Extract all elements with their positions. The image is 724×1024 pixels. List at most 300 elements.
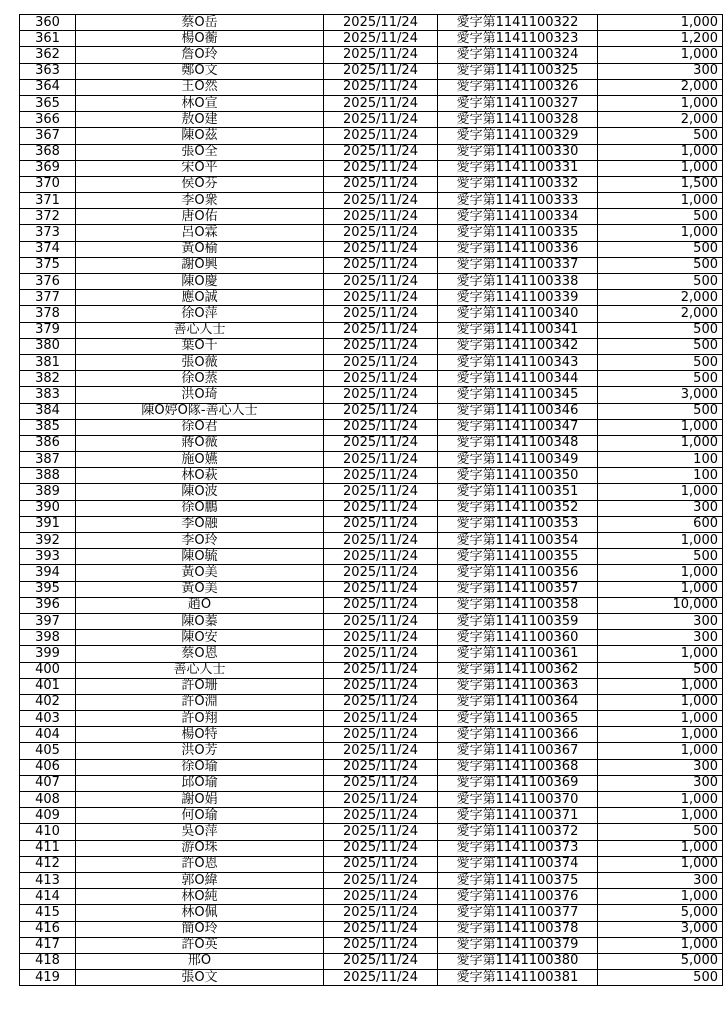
table-row: [20, 921, 723, 937]
donor-name: 許O淵: [76, 694, 324, 710]
donor-name: 游O珠: [76, 840, 324, 856]
row-number: 360: [20, 15, 76, 31]
donation-date: 2025/11/24: [324, 856, 438, 872]
donor-name: 林O宣: [76, 95, 324, 111]
row-number: 388: [20, 468, 76, 484]
row-number: 387: [20, 452, 76, 468]
receipt-number: 愛字第1141100368: [438, 759, 598, 775]
donation-amount: 1,000: [598, 808, 723, 824]
donor-name: 徐O君: [76, 419, 324, 435]
donation-date: 2025/11/24: [324, 905, 438, 921]
row-number: 406: [20, 759, 76, 775]
donor-name: 徐O瑜: [76, 759, 324, 775]
donor-name: 蔣O薇: [76, 435, 324, 451]
row-number: 379: [20, 322, 76, 338]
row-number: 396: [20, 597, 76, 613]
donation-date: 2025/11/24: [324, 371, 438, 387]
donation-amount: 500: [598, 354, 723, 370]
donation-date: 2025/11/24: [324, 889, 438, 905]
row-number: 398: [20, 630, 76, 646]
donor-name: 詹O玲: [76, 47, 324, 63]
donor-name: 唐O佑: [76, 209, 324, 225]
donation-date: 2025/11/24: [324, 921, 438, 937]
donor-name: 陳O蓁: [76, 613, 324, 629]
donation-amount: 1,000: [598, 711, 723, 727]
table-row: [20, 176, 723, 192]
donor-name: 王O然: [76, 79, 324, 95]
row-number: 418: [20, 953, 76, 969]
receipt-number: 愛字第1141100359: [438, 613, 598, 629]
donation-date: 2025/11/24: [324, 95, 438, 111]
receipt-number: 愛字第1141100341: [438, 322, 598, 338]
donation-date: 2025/11/24: [324, 792, 438, 808]
row-number: 384: [20, 403, 76, 419]
donation-date: 2025/11/24: [324, 970, 438, 986]
donation-amount: 1,000: [598, 678, 723, 694]
donor-name: 林O佩: [76, 905, 324, 921]
donation-date: 2025/11/24: [324, 209, 438, 225]
donation-amount: 1,000: [598, 225, 723, 241]
donation-date: 2025/11/24: [324, 500, 438, 516]
receipt-number: 愛字第1141100337: [438, 257, 598, 273]
donation-date: 2025/11/24: [324, 694, 438, 710]
donation-amount: 1,000: [598, 937, 723, 953]
donation-date: 2025/11/24: [324, 306, 438, 322]
receipt-number: 愛字第1141100378: [438, 921, 598, 937]
donation-date: 2025/11/24: [324, 160, 438, 176]
receipt-number: 愛字第1141100354: [438, 533, 598, 549]
receipt-number: 愛字第1141100347: [438, 419, 598, 435]
donation-date: 2025/11/24: [324, 581, 438, 597]
donor-name: 邱O瑜: [76, 775, 324, 791]
donation-amount: 500: [598, 322, 723, 338]
receipt-number: 愛字第1141100358: [438, 597, 598, 613]
donation-date: 2025/11/24: [324, 743, 438, 759]
donation-amount: 1,000: [598, 484, 723, 500]
donor-name: 謝O興: [76, 257, 324, 273]
donation-amount: 500: [598, 274, 723, 290]
table-row: [20, 533, 723, 549]
donation-amount: 1,000: [598, 792, 723, 808]
donation-date: 2025/11/24: [324, 193, 438, 209]
table-row: [20, 403, 723, 419]
donor-name: 林O萩: [76, 468, 324, 484]
receipt-number: 愛字第1141100327: [438, 95, 598, 111]
donation-date: 2025/11/24: [324, 808, 438, 824]
donor-name: 張O薇: [76, 354, 324, 370]
donation-amount: 1,000: [598, 646, 723, 662]
donation-date: 2025/11/24: [324, 79, 438, 95]
donation-amount: 2,000: [598, 112, 723, 128]
donor-name: 林O純: [76, 889, 324, 905]
receipt-number: 愛字第1141100366: [438, 727, 598, 743]
donation-date: 2025/11/24: [324, 241, 438, 257]
receipt-number: 愛字第1141100375: [438, 872, 598, 888]
donation-date: 2025/11/24: [324, 176, 438, 192]
table-row: [20, 193, 723, 209]
receipt-number: 愛字第1141100369: [438, 775, 598, 791]
donation-amount: 10,000: [598, 597, 723, 613]
row-number: 397: [20, 613, 76, 629]
donation-date: 2025/11/24: [324, 549, 438, 565]
table-row: [20, 872, 723, 888]
donor-name: 蔡O岳: [76, 15, 324, 31]
donor-name: 趙O: [76, 597, 324, 613]
table-row: [20, 694, 723, 710]
receipt-number: 愛字第1141100351: [438, 484, 598, 500]
donation-date: 2025/11/24: [324, 516, 438, 532]
donation-date: 2025/11/24: [324, 274, 438, 290]
table-row: [20, 290, 723, 306]
table-row: [20, 970, 723, 986]
receipt-number: 愛字第1141100322: [438, 15, 598, 31]
donation-date: 2025/11/24: [324, 128, 438, 144]
donation-date: 2025/11/24: [324, 419, 438, 435]
donor-name: 侯O芬: [76, 176, 324, 192]
table-row: [20, 419, 723, 435]
donation-date: 2025/11/24: [324, 759, 438, 775]
table-row: [20, 354, 723, 370]
donation-amount: 1,000: [598, 160, 723, 176]
donation-date: 2025/11/24: [324, 597, 438, 613]
row-number: 391: [20, 516, 76, 532]
table-row: [20, 581, 723, 597]
receipt-number: 愛字第1141100355: [438, 549, 598, 565]
receipt-number: 愛字第1141100340: [438, 306, 598, 322]
table-row: [20, 662, 723, 678]
receipt-number: 愛字第1141100338: [438, 274, 598, 290]
donor-name: 李O融: [76, 516, 324, 532]
row-number: 394: [20, 565, 76, 581]
table-row: [20, 306, 723, 322]
donation-amount: 1,200: [598, 31, 723, 47]
donation-date: 2025/11/24: [324, 225, 438, 241]
receipt-number: 愛字第1141100328: [438, 112, 598, 128]
donation-date: 2025/11/24: [324, 678, 438, 694]
row-number: 400: [20, 662, 76, 678]
donor-name: 宋O平: [76, 160, 324, 176]
donor-name: 何O瑜: [76, 808, 324, 824]
row-number: 403: [20, 711, 76, 727]
table-row: [20, 500, 723, 516]
receipt-number: 愛字第1141100379: [438, 937, 598, 953]
donation-amount: 1,000: [598, 144, 723, 160]
donation-amount: 2,000: [598, 79, 723, 95]
row-number: 409: [20, 808, 76, 824]
donation-amount: 300: [598, 759, 723, 775]
table-row: [20, 387, 723, 403]
row-number: 408: [20, 792, 76, 808]
receipt-number: 愛字第1141100325: [438, 63, 598, 79]
donor-name: 許O珊: [76, 678, 324, 694]
table-row: [20, 338, 723, 354]
donation-amount: 1,500: [598, 176, 723, 192]
row-number: 368: [20, 144, 76, 160]
donation-amount: 1,000: [598, 581, 723, 597]
table-row: [20, 613, 723, 629]
donation-amount: 2,000: [598, 306, 723, 322]
donation-amount: 500: [598, 257, 723, 273]
table-row: [20, 79, 723, 95]
receipt-number: 愛字第1141100361: [438, 646, 598, 662]
donation-amount: 500: [598, 371, 723, 387]
table-row: [20, 144, 723, 160]
table-row: [20, 840, 723, 856]
donation-amount: 500: [598, 662, 723, 678]
row-number: 401: [20, 678, 76, 694]
donation-date: 2025/11/24: [324, 31, 438, 47]
receipt-number: 愛字第1141100372: [438, 824, 598, 840]
donation-amount: 1,000: [598, 727, 723, 743]
donation-amount: 500: [598, 403, 723, 419]
receipt-number: 愛字第1141100333: [438, 193, 598, 209]
receipt-number: 愛字第1141100334: [438, 209, 598, 225]
donor-name: 徐O鵬: [76, 500, 324, 516]
donation-amount: 300: [598, 872, 723, 888]
table-row: [20, 112, 723, 128]
row-number: 412: [20, 856, 76, 872]
donor-name: 張O全: [76, 144, 324, 160]
donation-amount: 300: [598, 613, 723, 629]
donor-name: 鄭O文: [76, 63, 324, 79]
receipt-number: 愛字第1141100377: [438, 905, 598, 921]
donor-name: 許O恩: [76, 856, 324, 872]
row-number: 407: [20, 775, 76, 791]
receipt-number: 愛字第1141100332: [438, 176, 598, 192]
row-number: 404: [20, 727, 76, 743]
receipt-number: 愛字第1141100367: [438, 743, 598, 759]
donation-date: 2025/11/24: [324, 354, 438, 370]
table-row: [20, 95, 723, 111]
donation-amount: 100: [598, 468, 723, 484]
table-row: [20, 953, 723, 969]
donation-date: 2025/11/24: [324, 711, 438, 727]
receipt-number: 愛字第1141100374: [438, 856, 598, 872]
donation-amount: 1,000: [598, 856, 723, 872]
donor-name: 黃O榆: [76, 241, 324, 257]
receipt-number: 愛字第1141100324: [438, 47, 598, 63]
table-row: [20, 15, 723, 31]
row-number: 395: [20, 581, 76, 597]
row-number: 372: [20, 209, 76, 225]
row-number: 374: [20, 241, 76, 257]
donor-name: 陳O安: [76, 630, 324, 646]
receipt-number: 愛字第1141100346: [438, 403, 598, 419]
receipt-number: 愛字第1141100364: [438, 694, 598, 710]
donation-date: 2025/11/24: [324, 435, 438, 451]
row-number: 366: [20, 112, 76, 128]
donation-date: 2025/11/24: [324, 953, 438, 969]
donation-amount: 1,000: [598, 419, 723, 435]
donation-date: 2025/11/24: [324, 533, 438, 549]
table-row: [20, 209, 723, 225]
table-row: [20, 31, 723, 47]
receipt-number: 愛字第1141100344: [438, 371, 598, 387]
donor-name: 李O玲: [76, 533, 324, 549]
donation-amount: 1,000: [598, 435, 723, 451]
donation-amount: 500: [598, 824, 723, 840]
donor-name: 呂O霖: [76, 225, 324, 241]
donor-name: 楊O特: [76, 727, 324, 743]
donation-amount: 1,000: [598, 95, 723, 111]
donation-amount: 500: [598, 128, 723, 144]
donation-amount: 3,000: [598, 387, 723, 403]
donor-name: 許O英: [76, 937, 324, 953]
donation-amount: 3,000: [598, 921, 723, 937]
table-row: [20, 274, 723, 290]
donor-name: 敖O建: [76, 112, 324, 128]
table-row: [20, 630, 723, 646]
table-row: [20, 937, 723, 953]
table-row: [20, 597, 723, 613]
row-number: 369: [20, 160, 76, 176]
receipt-number: 愛字第1141100343: [438, 354, 598, 370]
receipt-number: 愛字第1141100350: [438, 468, 598, 484]
donation-amount: 5,000: [598, 905, 723, 921]
donation-amount: 1,000: [598, 743, 723, 759]
table-row: [20, 727, 723, 743]
receipt-number: 愛字第1141100353: [438, 516, 598, 532]
donation-amount: 100: [598, 452, 723, 468]
donor-name: 施O嬿: [76, 452, 324, 468]
donation-amount: 300: [598, 630, 723, 646]
receipt-number: 愛字第1141100360: [438, 630, 598, 646]
receipt-number: 愛字第1141100371: [438, 808, 598, 824]
row-number: 361: [20, 31, 76, 47]
donor-name: 陳O毓: [76, 549, 324, 565]
table-row: [20, 646, 723, 662]
donor-name: 謝O娟: [76, 792, 324, 808]
donation-date: 2025/11/24: [324, 646, 438, 662]
row-number: 367: [20, 128, 76, 144]
table-row: [20, 743, 723, 759]
row-number: 381: [20, 354, 76, 370]
donor-name: 邢O: [76, 953, 324, 969]
row-number: 402: [20, 694, 76, 710]
donation-date: 2025/11/24: [324, 840, 438, 856]
donation-amount: 1,000: [598, 694, 723, 710]
receipt-number: 愛字第1141100357: [438, 581, 598, 597]
table-row: [20, 792, 723, 808]
receipt-number: 愛字第1141100349: [438, 452, 598, 468]
donation-amount: 600: [598, 516, 723, 532]
table-row: [20, 775, 723, 791]
receipt-number: 愛字第1141100380: [438, 953, 598, 969]
receipt-number: 愛字第1141100352: [438, 500, 598, 516]
table-row: [20, 257, 723, 273]
receipt-number: 愛字第1141100362: [438, 662, 598, 678]
donation-date: 2025/11/24: [324, 727, 438, 743]
row-number: 415: [20, 905, 76, 921]
row-number: 365: [20, 95, 76, 111]
donation-amount: 500: [598, 209, 723, 225]
donation-date: 2025/11/24: [324, 613, 438, 629]
donation-amount: 1,000: [598, 193, 723, 209]
table-row: [20, 47, 723, 63]
donation-amount: 500: [598, 549, 723, 565]
table-row: [20, 549, 723, 565]
receipt-number: 愛字第1141100376: [438, 889, 598, 905]
table-row: [20, 824, 723, 840]
donation-amount: 1,000: [598, 565, 723, 581]
table-row: [20, 435, 723, 451]
table-row: [20, 565, 723, 581]
receipt-number: 愛字第1141100323: [438, 31, 598, 47]
receipt-number: 愛字第1141100345: [438, 387, 598, 403]
donation-date: 2025/11/24: [324, 63, 438, 79]
donation-date: 2025/11/24: [324, 775, 438, 791]
donation-amount: 300: [598, 63, 723, 79]
row-number: 419: [20, 970, 76, 986]
row-number: 399: [20, 646, 76, 662]
row-number: 413: [20, 872, 76, 888]
receipt-number: 愛字第1141100335: [438, 225, 598, 241]
receipt-number: 愛字第1141100365: [438, 711, 598, 727]
table-row: [20, 759, 723, 775]
table-row: [20, 856, 723, 872]
table-row: [20, 905, 723, 921]
receipt-number: 愛字第1141100342: [438, 338, 598, 354]
donor-name: 郭O緯: [76, 872, 324, 888]
table-row: [20, 808, 723, 824]
donation-amount: 500: [598, 338, 723, 354]
row-number: 378: [20, 306, 76, 322]
donor-name: 陳O波: [76, 484, 324, 500]
donor-name: 應O誠: [76, 290, 324, 306]
table-row: [20, 63, 723, 79]
row-number: 393: [20, 549, 76, 565]
donation-date: 2025/11/24: [324, 937, 438, 953]
donation-amount: 300: [598, 775, 723, 791]
row-number: 386: [20, 435, 76, 451]
donation-date: 2025/11/24: [324, 112, 438, 128]
donation-date: 2025/11/24: [324, 322, 438, 338]
row-number: 362: [20, 47, 76, 63]
table-row: [20, 160, 723, 176]
donor-name: 葉O千: [76, 338, 324, 354]
donation-amount: 1,000: [598, 15, 723, 31]
row-number: 414: [20, 889, 76, 905]
donor-name: 徐O蒸: [76, 371, 324, 387]
donor-name: 善心人士: [76, 322, 324, 338]
donor-name: 李O衆: [76, 193, 324, 209]
donation-amount: 2,000: [598, 290, 723, 306]
receipt-number: 愛字第1141100330: [438, 144, 598, 160]
receipt-number: 愛字第1141100329: [438, 128, 598, 144]
row-number: 405: [20, 743, 76, 759]
donation-date: 2025/11/24: [324, 630, 438, 646]
receipt-number: 愛字第1141100356: [438, 565, 598, 581]
row-number: 370: [20, 176, 76, 192]
table-row: [20, 452, 723, 468]
table-row: [20, 484, 723, 500]
donor-name: 楊O蘅: [76, 31, 324, 47]
donation-amount: 1,000: [598, 889, 723, 905]
donation-amount: 500: [598, 241, 723, 257]
row-number: 373: [20, 225, 76, 241]
donor-name: 蔡O恩: [76, 646, 324, 662]
donation-date: 2025/11/24: [324, 662, 438, 678]
donation-date: 2025/11/24: [324, 565, 438, 581]
row-number: 364: [20, 79, 76, 95]
table-row: [20, 225, 723, 241]
donor-name: 陳O婷O隊-善心人士: [76, 403, 324, 419]
donation-amount: 500: [598, 970, 723, 986]
table-row: [20, 241, 723, 257]
donation-date: 2025/11/24: [324, 144, 438, 160]
row-number: 392: [20, 533, 76, 549]
donor-name: 黃O美: [76, 565, 324, 581]
